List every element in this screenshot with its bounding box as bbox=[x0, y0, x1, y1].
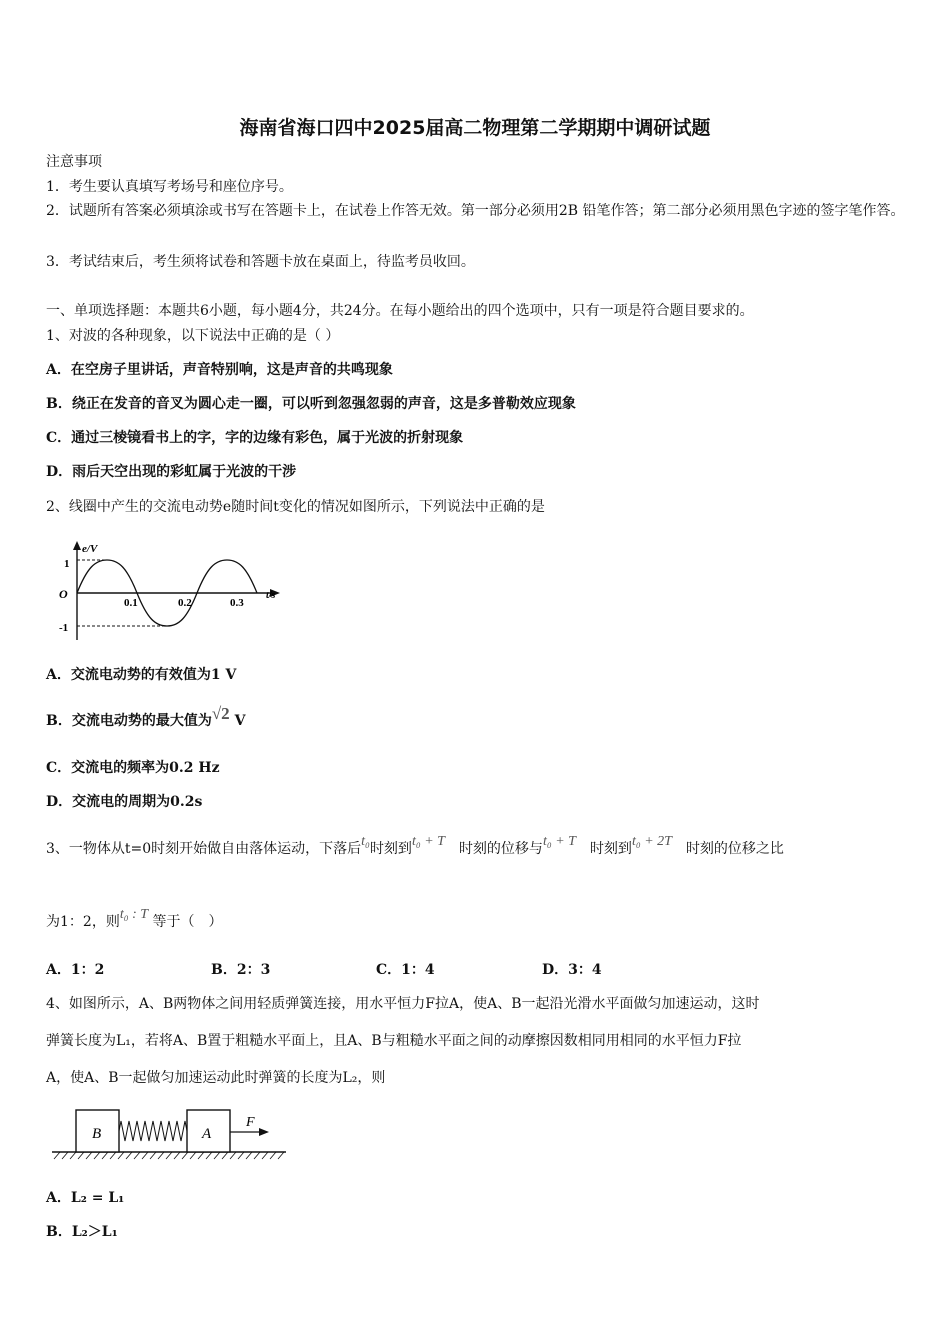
q1-option-b: B．绕正在发音的音叉为圆心走一圈，可以听到忽强忽弱的声音，这是多普勒效应现象 bbox=[46, 396, 576, 412]
q3-math-t0-plus-2t: t₀ + 2T bbox=[631, 834, 672, 849]
ground-hatching bbox=[54, 1152, 284, 1159]
q4-stem-line1: 4、如图所示，A、B两物体之间用轻质弹簧连接，用水平恒力F拉A，使A、B一起沿光滑水平面做匀加速运动，这时 bbox=[46, 996, 760, 1012]
q3-stem-line1 bbox=[46, 834, 908, 861]
block-a-label: A bbox=[202, 1126, 212, 1142]
q3-math-ratio: t₀ : T bbox=[119, 907, 149, 922]
q2-sine-graph bbox=[52, 538, 292, 642]
q3-text-2: 时刻到 bbox=[369, 841, 412, 857]
x-tick-02: 0.2 bbox=[178, 597, 192, 609]
q3-math-t0-plus-t-2: t₀ + T bbox=[542, 834, 576, 849]
q2-option-b-text: B．交流电动势的最大值为 bbox=[46, 713, 212, 729]
force-arrow-head bbox=[259, 1128, 269, 1136]
q3-options bbox=[46, 959, 908, 981]
notice-heading: 注意事项 bbox=[46, 154, 102, 170]
q3-text-6: 为1：2，则 bbox=[46, 914, 120, 930]
notice-item-2: 2．试题所有答案必须填涂或书写在答题卡上，在试卷上作答无效。第一部分必须用2B 铅笔作答；第二部分必须用黑色字迹的签字笔作答。 bbox=[46, 203, 905, 219]
q3-text-3: 时刻的位移与 bbox=[458, 841, 543, 857]
q2-option-c: C．交流电的频率为0.2 Hz bbox=[46, 760, 220, 776]
q1-option-a: A．在空房子里讲话，声音特别响，这是声音的共鸣现象 bbox=[46, 362, 393, 378]
force-label: F bbox=[246, 1115, 255, 1130]
q2-option-b bbox=[46, 704, 908, 732]
q4-stem-line2: 弹簧长度为L₁，若将A、B置于粗糙水平面上，且A、B与粗糙水平面之间的动摩擦因数相同用相同的水平恒力F拉 bbox=[46, 1033, 742, 1049]
q1-stem: 1、对波的各种现象，以下说法中正确的是（ ） bbox=[46, 328, 340, 344]
block-b-label: B bbox=[92, 1126, 102, 1142]
sqrt2-radical: √2 bbox=[211, 704, 230, 723]
q3-text-7: 等于（ ） bbox=[152, 914, 223, 930]
x-tick-01: 0.1 bbox=[124, 597, 138, 609]
q1-option-c: C．通过三棱镜看书上的字，字的边缘有彩色，属于光波的折射现象 bbox=[46, 430, 464, 446]
q2-option-d: D．交流电的周期为0.2s bbox=[46, 794, 203, 810]
q3-math-t0-plus-t: t₀ + T bbox=[411, 834, 445, 849]
y-tick-neg1: -1 bbox=[59, 622, 69, 634]
y-tick-1: 1 bbox=[64, 558, 70, 570]
spring bbox=[119, 1121, 187, 1141]
section-heading: 一、单项选择题：本题共6小题，每小题4分，共24分。在每小题给出的四个选项中，只有一项是符合题目要求的。 bbox=[46, 303, 754, 319]
q3-option-a: A．1：2 bbox=[46, 962, 105, 978]
q2-option-b-unit: V bbox=[234, 713, 246, 729]
q4-option-b: B．L₂＞L₁ bbox=[46, 1224, 118, 1240]
notice-item-3: 3．考试结束后，考生须将试卷和答题卡放在桌面上，待监考员收回。 bbox=[46, 254, 475, 270]
q4-spring-figure bbox=[48, 1106, 292, 1164]
x-axis-label: t/s bbox=[266, 590, 276, 601]
q2-stem: 2、线圈中产生的交流电动势e随时间t变化的情况如图所示，下列说法中正确的是 bbox=[46, 499, 545, 515]
q4-stem-line3: A，使A、B一起做匀加速运动此时弹簧的长度为L₂，则 bbox=[46, 1070, 386, 1086]
q3-text-5: 时刻的位移之比 bbox=[685, 841, 784, 857]
q3-math-t0: t₀ bbox=[361, 834, 370, 849]
q3-text-4: 时刻到 bbox=[589, 841, 632, 857]
q3-stem-line2 bbox=[46, 907, 908, 934]
q3-text-1: 3、一物体从t=0时刻开始做自由落体运动，下落后 bbox=[46, 841, 362, 857]
y-axis-arrow bbox=[73, 541, 81, 550]
y-axis-label: e/V bbox=[82, 543, 98, 555]
origin-label: O bbox=[59, 587, 68, 601]
q4-option-a: A．L₂ = L₁ bbox=[46, 1190, 125, 1206]
q3-option-c: C．1：4 bbox=[376, 962, 435, 978]
q3-option-b: B．2：3 bbox=[211, 962, 271, 978]
q1-option-d: D．雨后天空出现的彩虹属于光波的干涉 bbox=[46, 464, 297, 480]
q3-option-d: D．3：4 bbox=[542, 962, 602, 978]
x-tick-03: 0.3 bbox=[230, 597, 244, 609]
page-title: 海南省海口四中2025届高二物理第二学期期中调研试题 bbox=[239, 117, 711, 139]
q2-option-a: A．交流电动势的有效值为1 V bbox=[46, 667, 237, 683]
notice-item-1: 1．考生要认真填写考场号和座位序号。 bbox=[46, 179, 293, 195]
